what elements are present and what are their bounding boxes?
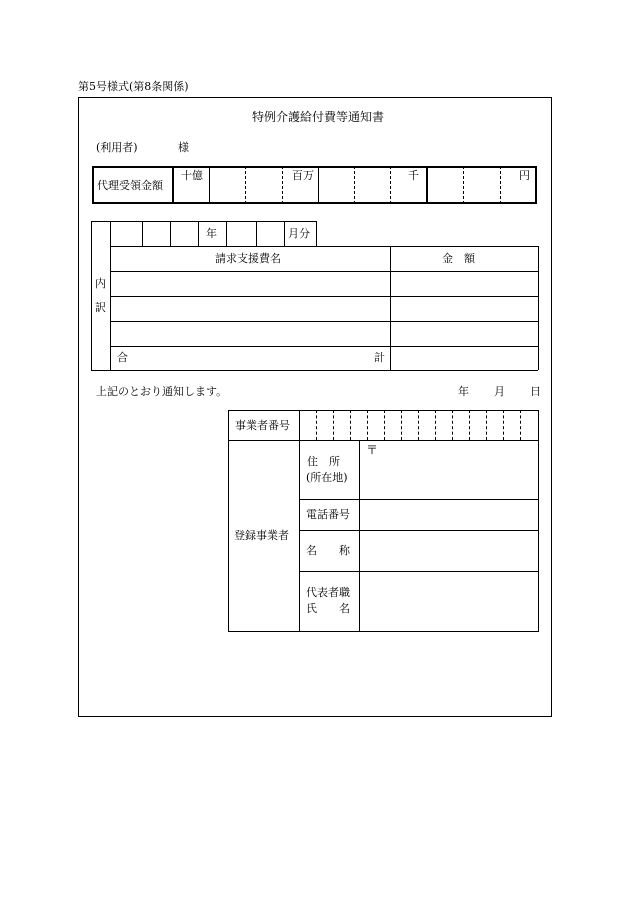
breakdown-side-label-2: 訳 bbox=[95, 301, 106, 314]
unit-billion: 十億 bbox=[181, 169, 203, 182]
registered-provider-label: 登録事業者 bbox=[234, 529, 289, 542]
col-amount-header: 金 額 bbox=[442, 252, 475, 265]
provider-name-label: 名 称 bbox=[306, 544, 350, 557]
date-month-label: 月 bbox=[494, 385, 505, 398]
representative-title-label: 代表者職 bbox=[306, 586, 350, 599]
representative-name-label: 氏 名 bbox=[306, 602, 350, 615]
breakdown-year-label: 年 bbox=[206, 227, 217, 240]
address-sublabel: (所在地) bbox=[306, 471, 348, 484]
col-service-name-header: 請求支援費名 bbox=[215, 252, 281, 265]
form-title: 特例介護給付費等通知書 bbox=[252, 110, 385, 124]
date-day-label: 日 bbox=[530, 385, 541, 398]
unit-thousand: 千 bbox=[408, 169, 419, 182]
breakdown-side-label-1: 内 bbox=[95, 277, 106, 290]
form-number-note: 第5号様式(第8条関係) bbox=[78, 80, 189, 93]
notice-text: 上記のとおり通知します。 bbox=[96, 385, 228, 398]
recipient-honorific: 様 bbox=[178, 141, 189, 154]
phone-label: 電話番号 bbox=[306, 508, 350, 521]
proxy-amount-label: 代理受領金額 bbox=[97, 179, 163, 192]
postal-mark: 〒 bbox=[366, 443, 379, 457]
unit-yen: 円 bbox=[519, 169, 530, 182]
provider-table bbox=[228, 410, 539, 632]
total-label-left: 合 bbox=[117, 351, 128, 364]
provider-number-label: 事業者番号 bbox=[235, 419, 290, 432]
date-year-label: 年 bbox=[458, 385, 469, 398]
unit-million: 百万 bbox=[292, 169, 314, 182]
breakdown-month-label: 月分 bbox=[288, 227, 310, 240]
recipient-label: (利用者) bbox=[96, 141, 138, 154]
total-label-right: 計 bbox=[374, 351, 385, 364]
address-label: 住 所 bbox=[307, 455, 340, 468]
